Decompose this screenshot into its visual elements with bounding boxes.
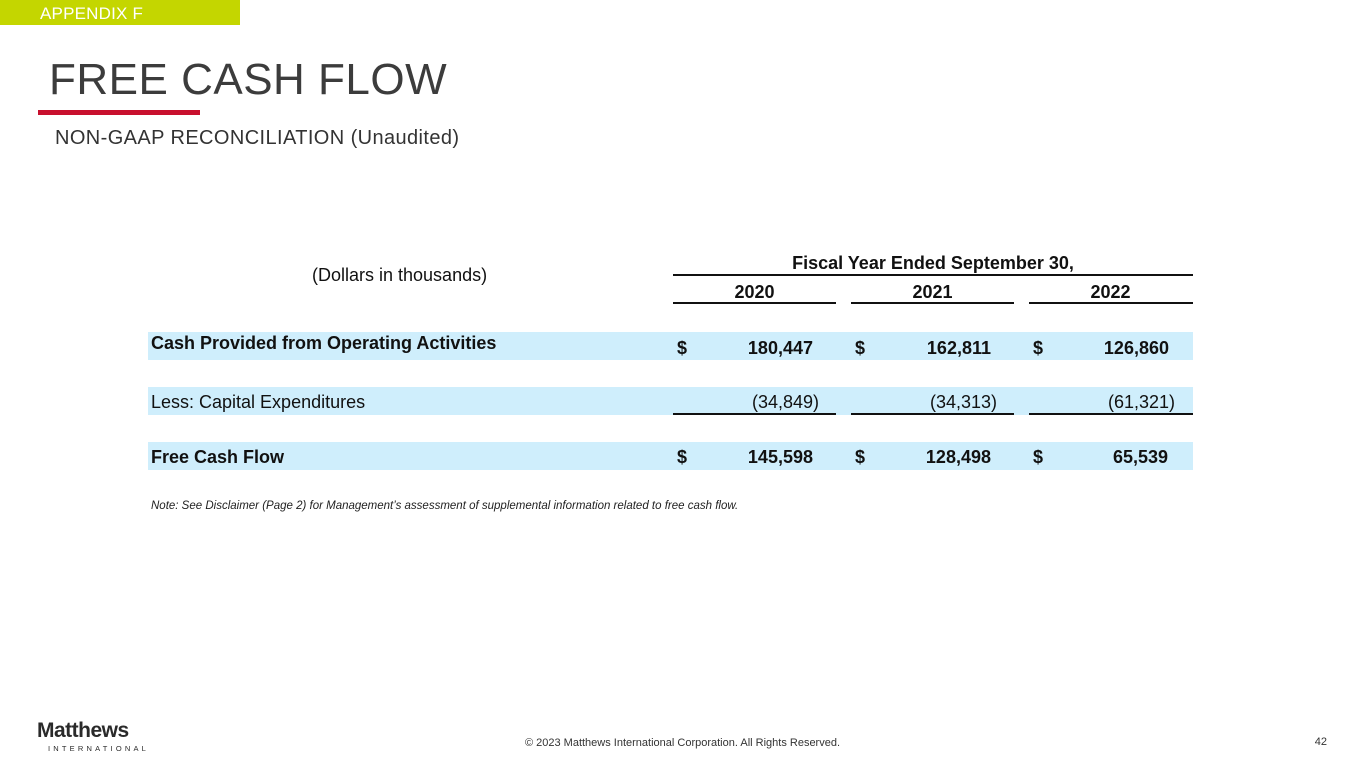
- currency-symbol: $: [677, 338, 688, 358]
- value-operating-cash-2022: 126,860: [1103, 338, 1169, 358]
- row-label-operating-cash: Cash Provided from Operating Activities: [151, 333, 497, 353]
- appendix-tab: APPENDIX F: [0, 0, 240, 25]
- year-header-rule: [851, 302, 1014, 304]
- copyright-notice: © 2023 Matthews International Corporation. All Rights Reserved.: [524, 737, 841, 749]
- title-accent-rule: [38, 110, 200, 115]
- table-footnote: Note: See Disclaimer (Page 2) for Management’s assessment of supplemental information related to free cash flow.: [151, 500, 739, 512]
- page-number: 42: [1314, 736, 1327, 748]
- value-capex-2021: (34,313): [929, 392, 997, 412]
- period-header-rule: [673, 274, 1193, 276]
- year-header-2020: 2020: [734, 282, 775, 302]
- year-header-2021: 2021: [912, 282, 953, 302]
- currency-symbol: $: [1033, 447, 1044, 467]
- period-header: Fiscal Year Ended September 30,: [792, 253, 1074, 273]
- subtotal-rule: [851, 413, 1014, 415]
- logo-subtitle: INTERNATIONAL: [48, 744, 150, 753]
- value-operating-cash-2021: 162,811: [926, 338, 991, 358]
- value-capex-2020: (34,849): [751, 392, 819, 412]
- value-free-cash-flow-2022: 65,539: [1112, 447, 1168, 467]
- year-header-2022: 2022: [1090, 282, 1131, 302]
- row-label-capex: Less: Capital Expenditures: [151, 392, 366, 412]
- value-operating-cash-2020: 180,447: [747, 338, 813, 358]
- value-free-cash-flow-2020: 145,598: [747, 447, 813, 467]
- year-header-rule: [673, 302, 836, 304]
- currency-symbol: $: [677, 447, 688, 467]
- currency-symbol: $: [855, 447, 866, 467]
- logo-wordmark: Matthews: [37, 719, 129, 742]
- value-free-cash-flow-2021: 128,498: [925, 447, 991, 467]
- row-label-free-cash-flow: Free Cash Flow: [151, 447, 285, 467]
- currency-symbol: $: [1033, 338, 1044, 358]
- page-subtitle: NON-GAAP RECONCILIATION (Unaudited): [55, 127, 460, 149]
- year-header-rule: [1029, 302, 1193, 304]
- value-capex-2022: (61,321): [1107, 392, 1175, 412]
- subtotal-rule: [673, 413, 836, 415]
- page-title: FREE CASH FLOW: [49, 55, 448, 104]
- units-label: (Dollars in thousands): [312, 265, 488, 285]
- subtotal-rule: [1029, 413, 1193, 415]
- currency-symbol: $: [855, 338, 866, 358]
